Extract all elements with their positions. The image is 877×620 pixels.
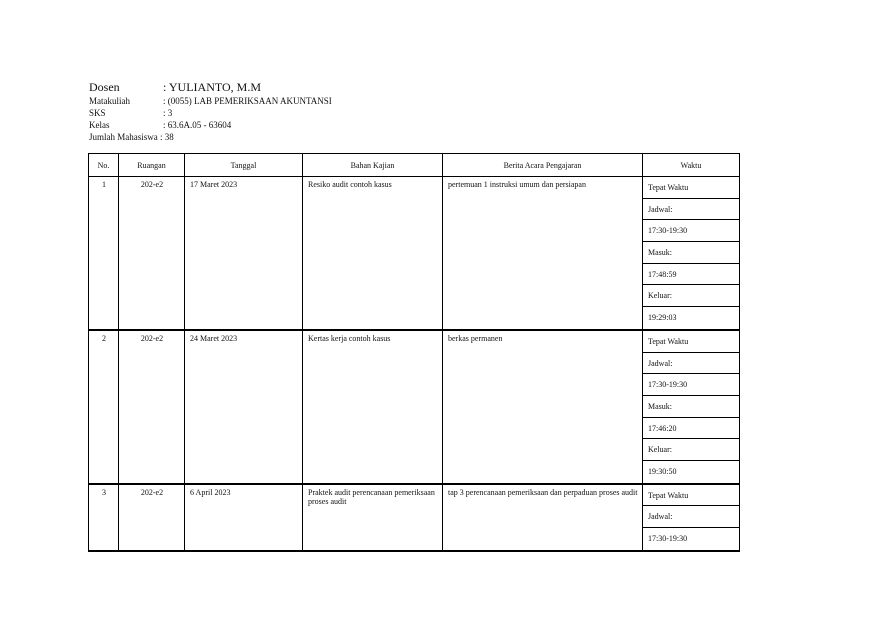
table-header-row — [89, 154, 740, 177]
dosen-row — [89, 80, 332, 95]
table-row — [89, 484, 740, 551]
dosen-label: Dosen — [89, 80, 120, 94]
cell-bahan-kajian: Kertas kerja contoh kasus — [303, 330, 443, 484]
waktu-jadwal-label: Jadwal: — [643, 506, 739, 528]
cell-bahan-kajian: Praktek audit perencanaan pemeriksaan proses audit — [303, 484, 443, 551]
sks-label: SKS — [89, 108, 106, 118]
waktu-keluar-label: Keluar: — [643, 285, 739, 307]
cell-tanggal: 6 April 2023 — [185, 484, 303, 551]
col-header-waktu: Waktu — [643, 154, 740, 177]
waktu-keluar-value: 19:30:50 — [648, 466, 677, 476]
waktu-masuk-value: 17:48:59 — [643, 264, 739, 286]
cell-berita-acara: tap 3 perencanaan pemeriksaan dan perpaduan proses audit — [443, 484, 643, 551]
waktu-masuk-label: Masuk: — [643, 396, 739, 418]
waktu-keluar-value: 19:29:03 — [648, 313, 677, 323]
table-row — [89, 177, 740, 330]
cell-berita-acara: berkas permanen — [443, 330, 643, 484]
cell-waktu — [643, 484, 740, 551]
kelas-value: : 63.6A.05 - 63604 — [163, 120, 232, 130]
jumlah-mahasiswa: Jumlah Mahasiswa : 38 — [89, 132, 174, 142]
matakuliah-value: : (0055) LAB PEMERIKSAAN AKUNTANSI — [163, 96, 332, 106]
sks-value: : 3 — [163, 108, 173, 118]
col-header-berita-acara: Berita Acara Pengajaran — [443, 154, 643, 177]
cell-no: 3 — [89, 484, 119, 551]
col-header-bahan-kajian: Bahan Kajian — [303, 154, 443, 177]
jumlah-row — [89, 131, 332, 143]
waktu-masuk-label: Masuk: — [643, 242, 739, 264]
col-header-no: No. — [89, 154, 119, 177]
cell-tanggal: 24 Maret 2023 — [185, 330, 303, 484]
col-header-tanggal: Tanggal — [185, 154, 303, 177]
waktu-jadwal-value: 17:30-19:30 — [643, 374, 739, 396]
header-info — [89, 80, 332, 143]
cell-waktu — [643, 330, 740, 484]
waktu-status: Tepat Waktu — [643, 177, 739, 199]
cell-bahan-kajian: Resiko audit contoh kasus — [303, 177, 443, 330]
table-row — [89, 330, 740, 484]
cell-ruangan: 202-e2 — [119, 484, 185, 551]
matakuliah-row — [89, 95, 332, 107]
waktu-jadwal-value: 17:30-19:30 — [643, 220, 739, 242]
waktu-jadwal-value: 17:30-19:30 — [648, 534, 688, 543]
dosen-value: : YULIANTO, M.M — [163, 80, 261, 94]
waktu-status: Tepat Waktu — [643, 331, 739, 353]
waktu-jadwal-label: Jadwal: — [643, 199, 739, 221]
waktu-status: Tepat Waktu — [643, 485, 739, 507]
cell-no: 1 — [89, 177, 119, 330]
cell-tanggal: 17 Maret 2023 — [185, 177, 303, 330]
waktu-keluar-label: Keluar: — [643, 439, 739, 461]
kelas-label: Kelas — [89, 120, 110, 130]
waktu-jadwal-label: Jadwal: — [643, 353, 739, 375]
cell-no: 2 — [89, 330, 119, 484]
sks-row — [89, 107, 332, 119]
waktu-masuk-value: 17:46:20 — [643, 418, 739, 440]
matakuliah-label: Matakuliah — [89, 96, 130, 106]
cell-waktu — [643, 177, 740, 330]
cell-berita-acara: pertemuan 1 instruksi umum dan persiapan — [443, 177, 643, 330]
schedule-table — [88, 153, 740, 552]
cell-ruangan: 202-e2 — [119, 330, 185, 484]
kelas-row — [89, 119, 332, 131]
cell-ruangan: 202-e2 — [119, 177, 185, 330]
col-header-ruangan: Ruangan — [119, 154, 185, 177]
